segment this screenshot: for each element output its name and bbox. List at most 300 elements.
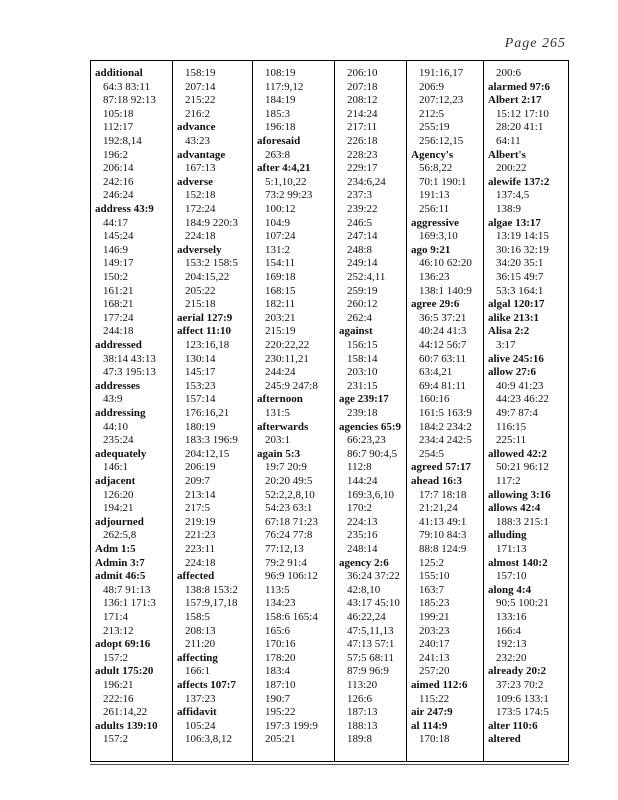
bottom-rule xyxy=(90,764,569,765)
index-term: Agency's xyxy=(411,148,454,161)
index-term: already 20:2 xyxy=(488,665,547,678)
page-line-reference: 28:20 41:1 xyxy=(496,121,544,134)
page-line-reference: 15:12 17:10 xyxy=(496,107,549,120)
page-line-reference: 130:14 xyxy=(185,352,216,365)
page-line-reference: 237:3 xyxy=(347,189,373,202)
page-line-reference: 184:19 xyxy=(265,94,296,107)
page-line-reference: 247:14 xyxy=(347,230,378,243)
page-line-reference: 44:12 56:7 xyxy=(419,339,467,351)
page-line-reference: 30:16 32:19 xyxy=(496,243,549,256)
page-line-reference: 157:10 xyxy=(496,570,527,583)
page-line-reference: 40:9 41:23 xyxy=(496,379,544,392)
index-term: adjacent xyxy=(95,475,136,487)
page-line-reference: 224:18 xyxy=(185,556,216,569)
page-line-reference: 52:2,2,8,10 xyxy=(265,488,315,501)
page-line-reference: 36:15 49:7 xyxy=(496,271,544,283)
page-line-reference: 163:7 xyxy=(419,583,445,596)
page-line-reference: 180:19 xyxy=(185,420,216,433)
page-line-reference: 217:5 xyxy=(185,502,211,515)
page-line-reference: 239:22 xyxy=(347,203,378,215)
page-line-reference: 46:22,24 xyxy=(347,611,386,623)
page-line-reference: 213:12 xyxy=(103,624,134,637)
page-line-reference: 106:3,8,12 xyxy=(185,733,233,746)
page-line-reference: 126:6 xyxy=(347,692,373,705)
page-line-reference: 113:5 xyxy=(265,583,290,596)
page-line-reference: 205:21 xyxy=(265,733,296,746)
page-line-reference: 47:13 57:1 xyxy=(347,638,395,651)
page-line-reference: 169:18 xyxy=(265,271,296,283)
page-line-reference: 189:8 xyxy=(347,733,373,746)
page-line-reference: 171:4 xyxy=(103,611,129,623)
page-line-reference: 217:11 xyxy=(347,121,378,134)
page-line-reference: 146:1 xyxy=(103,461,129,474)
index-term: Albert 2:17 xyxy=(488,94,542,107)
index-term: against xyxy=(339,325,373,338)
page-line-reference: 131:2 xyxy=(265,243,291,256)
page-line-reference: 154:11 xyxy=(265,257,296,270)
page-line-reference: 215:19 xyxy=(265,325,296,338)
page-line-reference: 20:20 49:5 xyxy=(265,475,313,487)
page-line-reference: 209:7 xyxy=(185,475,211,487)
page-line-reference: 54:23 63:1 xyxy=(265,502,313,515)
page-line-reference: 44:10 xyxy=(103,420,129,433)
page-line-reference: 245:9 247:8 xyxy=(265,379,318,392)
page-line-reference: 5:1,10,22 xyxy=(265,175,307,188)
page-line-reference: 262:4 xyxy=(347,311,373,324)
page-line-reference: 50:21 96:12 xyxy=(496,461,549,474)
page-line-reference: 206:10 xyxy=(347,67,378,79)
page-line-reference: 88:8 124:9 xyxy=(419,543,467,555)
index-term: ahead 16:3 xyxy=(411,475,463,487)
page-line-reference: 213:14 xyxy=(185,488,216,501)
index-term: along 4:4 xyxy=(488,583,532,596)
index-term: algae 13:17 xyxy=(488,216,541,229)
page-line-reference: 255:19 xyxy=(419,121,450,134)
page-line-reference: 160:16 xyxy=(419,393,450,406)
page-line-reference: 262:5,8 xyxy=(103,529,137,542)
page-line-reference: 76:24 77:8 xyxy=(265,529,313,542)
page-line-reference: 191:16,17 xyxy=(419,67,464,79)
page-line-reference: 117:9,12 xyxy=(265,80,304,93)
index-term: al 114:9 xyxy=(411,719,448,732)
page-line-reference: 37:23 70:2 xyxy=(496,679,544,691)
page-line-reference: 100:12 xyxy=(265,203,296,215)
page-line-reference: 195:22 xyxy=(265,706,296,719)
page-line-reference: 90:5 100:21 xyxy=(496,597,549,610)
index-term: adverse xyxy=(177,175,214,188)
page-line-reference: 183:3 196:9 xyxy=(185,434,238,447)
index-term: alter 110:6 xyxy=(488,719,538,732)
page-line-reference: 256:12,15 xyxy=(419,135,464,147)
index-term: agencies 65:9 xyxy=(339,420,402,433)
page-line-reference: 79:10 84:3 xyxy=(419,529,467,542)
page-line-reference: 44:17 xyxy=(103,216,129,229)
page-line-reference: 112:17 xyxy=(103,121,134,134)
page-line-reference: 47:5,11,13 xyxy=(347,624,394,637)
page-line-reference: 161:21 xyxy=(103,284,134,297)
page-line-reference: 211:20 xyxy=(185,638,216,651)
page-line-reference: 157:2 xyxy=(103,733,129,746)
page-line-reference: 153:23 xyxy=(185,379,216,392)
index-term: addressing xyxy=(95,407,146,419)
index-term: after 4:4,21 xyxy=(257,162,311,175)
page-line-reference: 57:5 68:11 xyxy=(347,651,394,664)
page-line-reference: 231:15 xyxy=(347,379,378,392)
page-line-reference: 172:24 xyxy=(185,203,216,215)
page-line-reference: 116:15 xyxy=(496,420,527,433)
page-line-reference: 21:21,24 xyxy=(419,502,458,515)
page-line-reference: 244:24 xyxy=(265,366,296,379)
page-line-reference: 158:14 xyxy=(347,352,378,365)
page-line-reference: 194:21 xyxy=(103,502,134,515)
page-line-reference: 158:19 xyxy=(185,67,216,79)
page-line-reference: 242:16 xyxy=(103,175,134,188)
page-line-reference: 112:8 xyxy=(347,461,372,474)
page-line-reference: 239:18 xyxy=(347,407,378,419)
index-term: adult 175:20 xyxy=(95,665,154,678)
page-line-reference: 161:5 163:9 xyxy=(419,407,472,419)
page-line-reference: 104:9 xyxy=(265,216,291,229)
page-line-reference: 117:2 xyxy=(496,475,521,487)
page-line-reference: 257:20 xyxy=(419,665,450,678)
page-line-reference: 64:3 83:11 xyxy=(103,80,150,93)
page-line-reference: 212:5 xyxy=(419,107,445,120)
page-line-reference: 64:11 xyxy=(496,135,521,147)
page-line-reference: 229:17 xyxy=(347,162,378,175)
index-column-4 xyxy=(335,61,405,761)
index-term: Alisa 2:2 xyxy=(488,325,530,338)
page-line-reference: 69:4 81:11 xyxy=(419,379,466,392)
page-line-reference: 43:23 xyxy=(185,135,211,147)
page-line-reference: 109:6 133:1 xyxy=(496,692,549,705)
page-line-reference: 137:4,5 xyxy=(496,189,530,202)
page-line-reference: 224:18 xyxy=(185,230,216,243)
page-line-reference: 226:18 xyxy=(347,135,378,147)
page-line-reference: 183:4 xyxy=(265,665,291,678)
page-line-reference: 13:19 14:15 xyxy=(496,230,549,243)
page-line-reference: 207:14 xyxy=(185,80,216,93)
page-line-reference: 223:11 xyxy=(185,543,216,555)
page-line-reference: 171:13 xyxy=(496,543,527,555)
page-line-reference: 200:22 xyxy=(496,162,527,175)
page-line-reference: 196:21 xyxy=(103,679,134,691)
page-line-reference: 136:1 171:3 xyxy=(103,597,156,610)
page-line-reference: 170:2 xyxy=(347,502,373,515)
page-line-reference: 225:11 xyxy=(496,434,527,447)
index-term: aimed 112:6 xyxy=(411,679,468,691)
word-index-table xyxy=(90,60,569,762)
page-line-reference: 215:22 xyxy=(185,94,216,107)
page-line-reference: 137:23 xyxy=(185,692,216,705)
page-line-reference: 204:15,22 xyxy=(185,271,230,283)
page-line-reference: 125:2 xyxy=(419,556,445,569)
page-line-reference: 234:6,24 xyxy=(347,175,386,188)
page-line-reference: 46:10 62:20 xyxy=(419,257,472,270)
page-line-reference: 60:7 63:11 xyxy=(419,352,466,365)
index-term: aerial 127:9 xyxy=(177,311,233,324)
page-line-reference: 153:2 158:5 xyxy=(185,257,238,270)
page-line-reference: 166:4 xyxy=(496,624,522,637)
index-term: advance xyxy=(177,121,216,134)
page-line-reference: 206:19 xyxy=(185,461,216,474)
index-term: adequately xyxy=(95,447,147,460)
index-term: allow 27:6 xyxy=(488,366,536,379)
page-line-reference: 203:10 xyxy=(347,366,378,379)
page-line-reference: 157:2 xyxy=(103,651,129,664)
page-line-reference: 152:18 xyxy=(185,189,216,202)
page-line-reference: 155:10 xyxy=(419,570,450,583)
page-line-reference: 173:5 174:5 xyxy=(496,706,549,719)
page-line-reference: 136:23 xyxy=(419,271,450,283)
page-line-reference: 66:23,23 xyxy=(347,434,386,447)
page-line-reference: 19:7 20:9 xyxy=(265,461,307,474)
page-line-reference: 150:2 xyxy=(103,271,129,283)
page-line-reference: 131:5 xyxy=(265,407,291,419)
page-line-reference: 178:20 xyxy=(265,651,296,664)
index-term: afternoon xyxy=(257,393,303,406)
page-line-reference: 214:24 xyxy=(347,107,378,120)
page-line-reference: 184:9 220:3 xyxy=(185,216,238,229)
page-line-reference: 207:12,23 xyxy=(419,94,464,107)
page-line-reference: 228:23 xyxy=(347,148,378,161)
index-term: additional xyxy=(95,67,143,79)
index-term: addresses xyxy=(95,379,141,392)
page-line-reference: 34:20 35:1 xyxy=(496,257,544,270)
page-line-reference: 221:23 xyxy=(185,529,216,542)
page-line-reference: 244:18 xyxy=(103,325,134,338)
index-term: alluding xyxy=(488,529,527,542)
index-term: allowing 3:16 xyxy=(488,488,551,501)
page-line-reference: 145:17 xyxy=(185,366,216,379)
page-line-reference: 165:6 xyxy=(265,624,291,637)
page-line-reference: 184:2 234:2 xyxy=(419,420,472,433)
page-line-reference: 252:4,11 xyxy=(347,271,386,283)
page-line-reference: 263:8 xyxy=(265,148,291,161)
page-line-reference: 115:22 xyxy=(419,692,450,705)
page-line-reference: 157:9,17,18 xyxy=(185,597,238,610)
page-line-reference: 105:18 xyxy=(103,107,134,120)
page-line-reference: 44:23 46:22 xyxy=(496,393,549,406)
page-line-reference: 169:3,10 xyxy=(419,230,458,243)
page-line-reference: 169:3,6,10 xyxy=(347,488,395,501)
index-term: Albert's xyxy=(488,148,526,161)
index-term: advantage xyxy=(177,148,226,161)
page-line-reference: 170:16 xyxy=(265,638,296,651)
page-line-reference: 204:12,15 xyxy=(185,447,230,460)
index-term: altered xyxy=(488,733,521,746)
page-line-reference: 36:5 37:21 xyxy=(419,311,467,324)
page-line-reference: 246:5 xyxy=(347,216,373,229)
index-term: aggressive xyxy=(411,216,460,229)
page-line-reference: 200:6 xyxy=(496,67,522,79)
page-line-reference: 246:24 xyxy=(103,189,134,202)
page-line-reference: 256:11 xyxy=(419,203,450,215)
page-line-reference: 248:14 xyxy=(347,543,378,555)
page-line-reference: 144:24 xyxy=(347,475,378,487)
page-line-reference: 73:2 99:23 xyxy=(265,189,313,202)
page-line-reference: 190:7 xyxy=(265,692,291,705)
page-line-reference: 146:9 xyxy=(103,243,129,256)
index-term: adopt 69:16 xyxy=(95,638,151,651)
index-column-1 xyxy=(91,61,171,761)
page-line-reference: 63:4,21 xyxy=(419,366,453,379)
index-term: addressed xyxy=(95,339,142,351)
page-line-reference: 43:9 xyxy=(103,393,123,406)
page-line-reference: 192:8,14 xyxy=(103,135,142,147)
page-line-reference: 241:13 xyxy=(419,651,450,664)
index-term: agency 2:6 xyxy=(339,556,389,569)
page-line-reference: 86:7 90:4,5 xyxy=(347,447,398,460)
page-line-reference: 17:7 18:18 xyxy=(419,488,467,501)
index-term: age 239:17 xyxy=(339,393,389,406)
page-line-reference: 3:17 xyxy=(496,339,516,351)
page-line-reference: 176:16,21 xyxy=(185,407,230,419)
page-line-reference: 36:24 37:22 xyxy=(347,570,400,583)
page-line-reference: 188:13 xyxy=(347,719,378,732)
page-line-reference: 43:17 45:10 xyxy=(347,597,400,610)
index-term: address 43:9 xyxy=(95,203,154,215)
page-line-reference: 235:24 xyxy=(103,434,134,447)
page-line-reference: 138:1 140:9 xyxy=(419,284,472,297)
index-column-2 xyxy=(173,61,251,761)
page-line-reference: 196:18 xyxy=(265,121,296,134)
page-line-reference: 56:8,22 xyxy=(419,162,453,175)
page-line-reference: 166:1 xyxy=(185,665,211,678)
index-term: alewife 137:2 xyxy=(488,175,550,188)
page-line-reference: 77:12,13 xyxy=(265,543,304,555)
page-line-reference: 170:18 xyxy=(419,733,450,746)
page-line-reference: 38:14 43:13 xyxy=(103,352,156,365)
index-term: affected xyxy=(177,570,215,583)
page-line-reference: 219:19 xyxy=(185,515,216,528)
page-line-reference: 123:16,18 xyxy=(185,339,230,351)
page-line-reference: 191:13 xyxy=(419,189,450,202)
page-line-reference: 138:9 xyxy=(496,203,522,215)
page-line-reference: 248:8 xyxy=(347,243,373,256)
page-line-reference: 187:10 xyxy=(265,679,296,691)
page-line-reference: 215:18 xyxy=(185,298,216,311)
page-line-reference: 41:13 49:1 xyxy=(419,515,467,528)
index-term: allowed 42:2 xyxy=(488,447,547,460)
page-line-reference: 168:21 xyxy=(103,298,134,311)
page-line-reference: 113:20 xyxy=(347,679,378,691)
page-line-reference: 192:13 xyxy=(496,638,527,651)
page-line-reference: 158:5 xyxy=(185,611,211,623)
page-line-reference: 208:12 xyxy=(347,94,378,107)
page-line-reference: 261:14,22 xyxy=(103,706,148,719)
page-line-reference: 208:13 xyxy=(185,624,216,637)
index-term: affects 107:7 xyxy=(177,679,236,691)
page-line-reference: 185:3 xyxy=(265,107,291,120)
page-line-reference: 240:17 xyxy=(419,638,450,651)
page-line-reference: 79:2 91:4 xyxy=(265,556,307,569)
page-line-reference: 254:5 xyxy=(419,447,445,460)
page-line-reference: 67:18 71:23 xyxy=(265,515,318,528)
page-line-reference: 40:24 41:3 xyxy=(419,325,467,338)
index-column-5 xyxy=(407,61,483,761)
index-term: alike 213:1 xyxy=(488,311,540,324)
page-line-reference: 203:1 xyxy=(265,434,291,447)
page-line-reference: 222:16 xyxy=(103,692,134,705)
page-line-reference: 216:2 xyxy=(185,107,211,120)
index-term: almost 140:2 xyxy=(488,556,548,569)
index-term: aforesaid xyxy=(257,135,301,147)
page-line-reference: 220:22,22 xyxy=(265,339,310,351)
page-line-reference: 138:8 153:2 xyxy=(185,583,238,596)
page-line-reference: 224:13 xyxy=(347,515,378,528)
page-line-reference: 196:2 xyxy=(103,148,129,161)
page-line-reference: 156:15 xyxy=(347,339,378,351)
page-line-reference: 206:14 xyxy=(103,162,134,175)
page-line-reference: 48:7 91:13 xyxy=(103,583,151,596)
index-column-3 xyxy=(253,61,333,761)
page-line-reference: 185:23 xyxy=(419,597,450,610)
index-term: Admin 3:7 xyxy=(95,556,145,569)
page-line-reference: 203:23 xyxy=(419,624,450,637)
index-term: alarmed 97:6 xyxy=(488,80,551,93)
page-line-reference: 87:9 96:9 xyxy=(347,665,389,678)
index-term: admit 46:5 xyxy=(95,570,146,583)
page-line-reference: 187:13 xyxy=(347,706,378,719)
page-line-reference: 134:23 xyxy=(265,597,296,610)
page-line-reference: 230:11,21 xyxy=(265,352,309,365)
page-line-reference: 107:24 xyxy=(265,230,296,243)
page-line-reference: 206:9 xyxy=(419,80,445,93)
page-line-reference: 53:3 164:1 xyxy=(496,284,544,297)
index-term: agreed 57:17 xyxy=(411,461,471,474)
index-term: affecting xyxy=(177,651,218,664)
page-line-reference: 126:20 xyxy=(103,488,134,501)
index-term: allows 42:4 xyxy=(488,502,541,515)
page-line-reference: 182:11 xyxy=(265,298,296,311)
page-line-reference: 149:17 xyxy=(103,257,134,270)
page-line-reference: 177:24 xyxy=(103,311,134,324)
index-term: afterwards xyxy=(257,420,309,433)
page-line-reference: 105:24 xyxy=(185,719,216,732)
index-term: adversely xyxy=(177,243,222,256)
index-term: adjourned xyxy=(95,515,144,528)
index-term: alive 245:16 xyxy=(488,352,544,365)
page-line-reference: 96:9 106:12 xyxy=(265,570,318,583)
index-term: again 5:3 xyxy=(257,447,301,460)
index-term: algal 120:17 xyxy=(488,298,545,311)
index-term: agree 29:6 xyxy=(411,298,460,311)
page-line-reference: 42:8,10 xyxy=(347,583,381,596)
page-line-reference: 259:19 xyxy=(347,284,378,297)
page-line-reference: 49:7 87:4 xyxy=(496,407,538,419)
page-line-reference: 234:4 242:5 xyxy=(419,434,472,447)
page-line-reference: 232:20 xyxy=(496,651,527,664)
page-line-reference: 260:12 xyxy=(347,298,378,311)
index-column-6 xyxy=(484,61,569,761)
page-line-reference: 145:24 xyxy=(103,230,134,243)
index-term: ago 9:21 xyxy=(411,243,451,256)
page-line-reference: 203:21 xyxy=(265,311,296,324)
page-line-reference: 133:16 xyxy=(496,611,527,623)
page-line-reference: 205:22 xyxy=(185,284,216,297)
page-line-reference: 167:13 xyxy=(185,162,216,175)
page-line-reference: 249:14 xyxy=(347,257,378,270)
page-line-reference: 199:21 xyxy=(419,611,450,623)
page-line-reference: 108:19 xyxy=(265,67,296,79)
page-line-reference: 87:18 92:13 xyxy=(103,94,156,107)
index-term: air 247:9 xyxy=(411,706,453,719)
page-number: Page 265 xyxy=(504,36,566,51)
index-term: Adm 1:5 xyxy=(95,543,136,555)
page-line-reference: 157:14 xyxy=(185,393,216,406)
page-line-reference: 235:16 xyxy=(347,529,378,542)
page-line-reference: 197:3 199:9 xyxy=(265,719,318,732)
